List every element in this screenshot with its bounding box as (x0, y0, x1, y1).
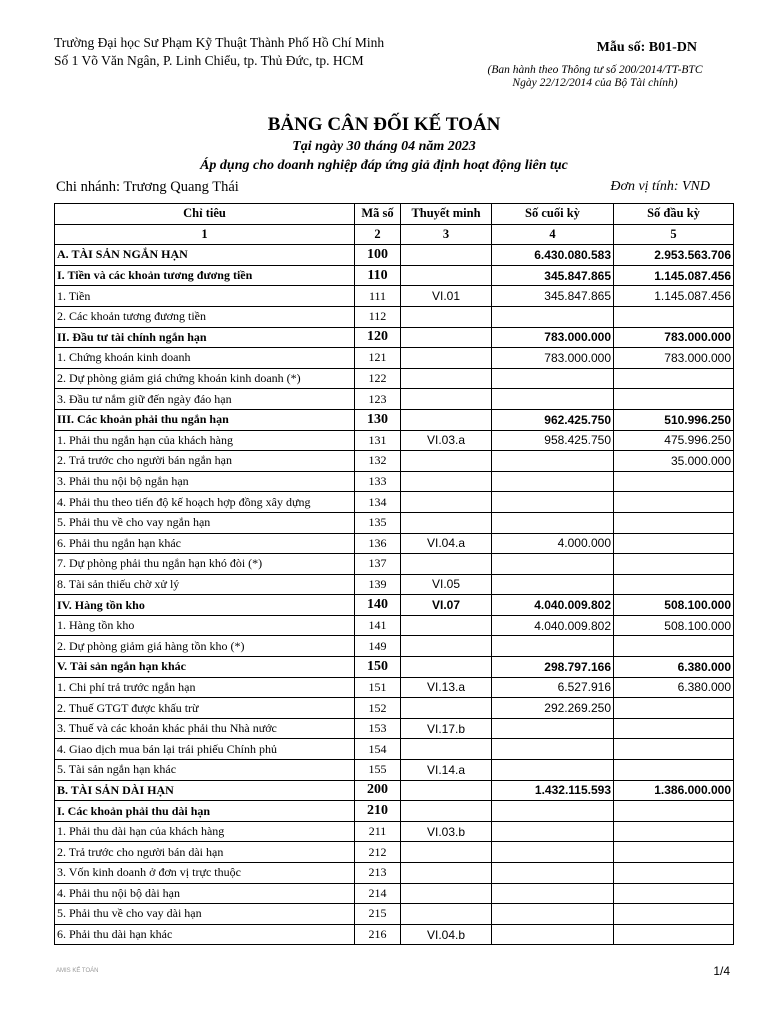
row-name-cell: 1. Chứng khoán kinh doanh (55, 348, 355, 369)
table-row (55, 492, 734, 513)
row-note-cell (401, 739, 492, 760)
row-name-cell: I. Tiền và các khoản tương đương tiền (55, 265, 355, 286)
row-note-cell (401, 842, 492, 863)
row-end-value-cell (492, 306, 614, 327)
table-row (55, 574, 734, 595)
row-begin-value-cell (614, 636, 734, 657)
table-row (55, 924, 734, 945)
row-end-value-cell (492, 924, 614, 945)
table-row (55, 245, 734, 266)
row-begin-value-cell (614, 863, 734, 884)
row-name-cell: 1. Tiền (55, 286, 355, 307)
row-code-cell: 210 (355, 801, 401, 822)
document-title: BẢNG CÂN ĐỐI KẾ TOÁN (267, 114, 501, 135)
row-name-cell: I. Các khoản phải thu dài hạn (55, 801, 355, 822)
row-begin-value-cell (614, 471, 734, 492)
row-begin-value-cell (614, 574, 734, 595)
row-end-value-cell (492, 492, 614, 513)
table-row (55, 327, 734, 348)
row-note-cell (401, 883, 492, 904)
row-note-cell (401, 780, 492, 801)
row-note-cell (401, 554, 492, 575)
table-row (55, 533, 734, 554)
row-code-cell: 110 (355, 265, 401, 286)
row-name-cell: 5. Phải thu về cho vay ngắn hạn (55, 512, 355, 533)
row-code-cell: 137 (355, 554, 401, 575)
row-note-cell (401, 863, 492, 884)
row-name-cell: IV. Hàng tồn kho (55, 595, 355, 616)
row-code-cell: 140 (355, 595, 401, 616)
row-begin-value-cell (614, 842, 734, 863)
row-note-cell: VI.07 (401, 595, 492, 616)
table-row (55, 615, 734, 636)
row-end-value-cell (492, 904, 614, 925)
row-begin-value-cell (614, 698, 734, 719)
row-code-cell: 141 (355, 615, 401, 636)
table-row (55, 739, 734, 760)
row-name-cell: B. TÀI SẢN DÀI HẠN (55, 780, 355, 801)
row-name-cell: A. TÀI SẢN NGẮN HẠN (55, 245, 355, 266)
form-basis (470, 64, 720, 90)
row-begin-value-cell: 1.145.087.456 (614, 286, 734, 307)
row-code-cell: 216 (355, 924, 401, 945)
row-name-cell: 2. Thuế GTGT được khấu trừ (55, 698, 355, 719)
table-row (55, 368, 734, 389)
row-begin-value-cell (614, 533, 734, 554)
form-basis-line1: (Ban hành theo Thông tư số 200/2014/TT-BTC (487, 64, 703, 76)
row-name-cell: 3. Thuế và các khoản khác phải thu Nhà nước (55, 718, 355, 739)
row-code-cell: 149 (355, 636, 401, 657)
row-name-cell: 3. Đầu tư nắm giữ đến ngày đáo hạn (55, 389, 355, 410)
row-code-cell: 134 (355, 492, 401, 513)
row-note-cell: VI.13.a (401, 677, 492, 698)
row-name-cell: 2. Dự phòng giảm giá chứng khoán kinh doanh (*) (55, 368, 355, 389)
row-note-cell: VI.05 (401, 574, 492, 595)
row-code-cell: 131 (355, 430, 401, 451)
row-code-cell: 211 (355, 821, 401, 842)
row-name-cell: V. Tài sản ngắn hạn khác (55, 657, 355, 678)
row-end-value-cell (492, 368, 614, 389)
row-begin-value-cell (614, 554, 734, 575)
row-end-value-cell (492, 554, 614, 575)
row-code-cell: 122 (355, 368, 401, 389)
row-begin-value-cell: 475.996.250 (614, 430, 734, 451)
row-begin-value-cell (614, 492, 734, 513)
row-note-cell: VI.14.a (401, 760, 492, 781)
row-begin-value-cell (614, 904, 734, 925)
row-begin-value-cell: 508.100.000 (614, 615, 734, 636)
table-row (55, 760, 734, 781)
row-name-cell: 1. Phải thu dài hạn của khách hàng (55, 821, 355, 842)
row-end-value-cell: 4.000.000 (492, 533, 614, 554)
row-note-cell (401, 636, 492, 657)
row-code-cell: 130 (355, 409, 401, 430)
row-end-value-cell (492, 739, 614, 760)
row-code-cell: 139 (355, 574, 401, 595)
row-name-cell: 2. Dự phòng giảm giá hàng tồn kho (*) (55, 636, 355, 657)
row-code-cell: 112 (355, 306, 401, 327)
row-name-cell: 1. Chi phí trả trước ngắn hạn (55, 677, 355, 698)
table-row (55, 842, 734, 863)
table-row (55, 698, 734, 719)
form-basis-line2: Ngày 22/12/2014 của Bộ Tài chính) (512, 77, 678, 89)
row-end-value-cell: 783.000.000 (492, 348, 614, 369)
row-name-cell: 5. Tài sản ngắn hạn khác (55, 760, 355, 781)
balance-sheet-table (54, 203, 734, 945)
row-end-value-cell: 6.527.916 (492, 677, 614, 698)
row-end-value-cell (492, 801, 614, 822)
row-code-cell: 151 (355, 677, 401, 698)
row-begin-value-cell (614, 924, 734, 945)
row-end-value-cell (492, 636, 614, 657)
row-end-value-cell: 958.425.750 (492, 430, 614, 451)
row-end-value-cell: 292.269.250 (492, 698, 614, 719)
footer-watermark: AMIS KẾ TOÁN (56, 968, 99, 974)
row-note-cell (401, 389, 492, 410)
header-cell: Chỉ tiêu (55, 204, 355, 225)
row-name-cell: 3. Phải thu nội bộ ngắn hạn (55, 471, 355, 492)
row-note-cell (401, 471, 492, 492)
row-end-value-cell (492, 389, 614, 410)
row-begin-value-cell: 6.380.000 (614, 677, 734, 698)
row-code-cell: 136 (355, 533, 401, 554)
row-code-cell: 133 (355, 471, 401, 492)
currency-unit: Đơn vị tính: VND (610, 179, 710, 194)
row-note-cell: VI.17.b (401, 718, 492, 739)
table-row (55, 451, 734, 472)
row-name-cell: 6. Phải thu dài hạn khác (55, 924, 355, 945)
table-row (55, 636, 734, 657)
row-end-value-cell (492, 821, 614, 842)
page-number: 1/4 (713, 964, 730, 978)
row-begin-value-cell: 2.953.563.706 (614, 245, 734, 266)
row-code-cell: 200 (355, 780, 401, 801)
row-note-cell (401, 348, 492, 369)
row-note-cell: VI.04.a (401, 533, 492, 554)
table-row (55, 286, 734, 307)
table-row (55, 554, 734, 575)
row-end-value-cell (492, 883, 614, 904)
row-begin-value-cell: 783.000.000 (614, 327, 734, 348)
report-scope: Áp dụng cho doanh nghiệp đáp ứng giả định hoạt động liên tục (200, 158, 568, 173)
row-code-cell: 100 (355, 245, 401, 266)
row-end-value-cell (492, 512, 614, 533)
branch-name: Chi nhánh: Trương Quang Thái (56, 179, 239, 195)
row-code-cell: 213 (355, 863, 401, 884)
row-note-cell (401, 306, 492, 327)
row-begin-value-cell (614, 512, 734, 533)
row-name-cell: 2. Các khoản tương đương tiền (55, 306, 355, 327)
row-note-cell (401, 451, 492, 472)
row-name-cell: II. Đầu tư tài chính ngắn hạn (55, 327, 355, 348)
row-end-value-cell: 6.430.080.583 (492, 245, 614, 266)
table-row (55, 348, 734, 369)
index-cell: 5 (614, 224, 734, 245)
row-name-cell: 2. Trả trước cho người bán ngắn hạn (55, 451, 355, 472)
table-row (55, 904, 734, 925)
school-header (54, 34, 384, 70)
row-begin-value-cell (614, 389, 734, 410)
row-note-cell (401, 904, 492, 925)
row-end-value-cell: 4.040.009.802 (492, 595, 614, 616)
school-name: Trường Đại học Sư Phạm Kỹ Thuật Thành Phố Hồ Chí Minh (54, 35, 385, 50)
row-code-cell: 132 (355, 451, 401, 472)
row-note-cell (401, 657, 492, 678)
row-note-cell (401, 801, 492, 822)
row-note-cell: VI.01 (401, 286, 492, 307)
row-end-value-cell (492, 760, 614, 781)
row-end-value-cell: 345.847.865 (492, 265, 614, 286)
row-name-cell: 5. Phải thu về cho vay dài hạn (55, 904, 355, 925)
row-code-cell: 155 (355, 760, 401, 781)
row-note-cell (401, 245, 492, 266)
row-code-cell: 120 (355, 327, 401, 348)
table-row (55, 430, 734, 451)
row-begin-value-cell: 1.386.000.000 (614, 780, 734, 801)
table-header-row (55, 204, 734, 225)
row-name-cell: 3. Vốn kinh doanh ở đơn vị trực thuộc (55, 863, 355, 884)
table-row (55, 409, 734, 430)
table-row (55, 883, 734, 904)
row-note-cell (401, 512, 492, 533)
row-name-cell: 4. Phải thu nội bộ dài hạn (55, 883, 355, 904)
row-end-value-cell: 345.847.865 (492, 286, 614, 307)
row-end-value-cell (492, 842, 614, 863)
row-end-value-cell: 962.425.750 (492, 409, 614, 430)
row-name-cell: 1. Phải thu ngắn hạn của khách hàng (55, 430, 355, 451)
row-note-cell (401, 327, 492, 348)
table-row (55, 471, 734, 492)
table-row (55, 821, 734, 842)
row-name-cell: 8. Tài sản thiếu chờ xử lý (55, 574, 355, 595)
row-note-cell (401, 265, 492, 286)
report-date: Tại ngày 30 tháng 04 năm 2023 (292, 139, 476, 154)
header-cell: Số cuối kỳ (492, 204, 614, 225)
table-row (55, 306, 734, 327)
row-begin-value-cell: 510.996.250 (614, 409, 734, 430)
row-begin-value-cell (614, 718, 734, 739)
row-name-cell: 6. Phải thu ngắn hạn khác (55, 533, 355, 554)
header-cell: Số đầu kỳ (614, 204, 734, 225)
row-note-cell (401, 698, 492, 719)
header-cell: Thuyết minh (401, 204, 492, 225)
index-cell: 1 (55, 224, 355, 245)
row-code-cell: 154 (355, 739, 401, 760)
row-note-cell (401, 615, 492, 636)
row-note-cell: VI.03.b (401, 821, 492, 842)
row-begin-value-cell (614, 821, 734, 842)
row-name-cell: 2. Trả trước cho người bán dài hạn (55, 842, 355, 863)
row-begin-value-cell: 1.145.087.456 (614, 265, 734, 286)
row-begin-value-cell: 6.380.000 (614, 657, 734, 678)
row-end-value-cell (492, 718, 614, 739)
table-row (55, 512, 734, 533)
row-note-cell (401, 368, 492, 389)
row-begin-value-cell (614, 739, 734, 760)
row-name-cell: 4. Phải thu theo tiến độ kế hoạch hợp đồng xây dựng (55, 492, 355, 513)
row-begin-value-cell (614, 368, 734, 389)
row-begin-value-cell (614, 883, 734, 904)
row-code-cell: 152 (355, 698, 401, 719)
row-end-value-cell: 4.040.009.802 (492, 615, 614, 636)
table-row (55, 265, 734, 286)
row-code-cell: 150 (355, 657, 401, 678)
row-begin-value-cell (614, 760, 734, 781)
table-row (55, 677, 734, 698)
row-end-value-cell: 1.432.115.593 (492, 780, 614, 801)
table-row (55, 595, 734, 616)
row-end-value-cell (492, 471, 614, 492)
index-cell: 2 (355, 224, 401, 245)
row-begin-value-cell (614, 306, 734, 327)
row-code-cell: 215 (355, 904, 401, 925)
table-row (55, 801, 734, 822)
form-code: Mẫu số: B01-DN (596, 40, 697, 55)
header-cell: Mã số (355, 204, 401, 225)
row-note-cell (401, 409, 492, 430)
row-begin-value-cell: 508.100.000 (614, 595, 734, 616)
row-end-value-cell (492, 574, 614, 595)
row-code-cell: 121 (355, 348, 401, 369)
table-row (55, 863, 734, 884)
row-end-value-cell: 783.000.000 (492, 327, 614, 348)
table-row (55, 718, 734, 739)
row-code-cell: 123 (355, 389, 401, 410)
row-note-cell: VI.04.b (401, 924, 492, 945)
row-code-cell: 111 (355, 286, 401, 307)
row-name-cell: 1. Hàng tồn kho (55, 615, 355, 636)
row-code-cell: 135 (355, 512, 401, 533)
index-cell: 3 (401, 224, 492, 245)
table-row (55, 780, 734, 801)
row-end-value-cell (492, 863, 614, 884)
row-begin-value-cell: 783.000.000 (614, 348, 734, 369)
row-name-cell: 4. Giao dịch mua bán lại trái phiếu Chính phủ (55, 739, 355, 760)
table-row (55, 657, 734, 678)
row-name-cell: 7. Dự phòng phải thu ngắn hạn khó đòi (*) (55, 554, 355, 575)
row-begin-value-cell (614, 801, 734, 822)
row-note-cell: VI.03.a (401, 430, 492, 451)
row-note-cell (401, 492, 492, 513)
table-index-row (55, 224, 734, 245)
index-cell: 4 (492, 224, 614, 245)
row-code-cell: 153 (355, 718, 401, 739)
row-end-value-cell: 298.797.166 (492, 657, 614, 678)
row-end-value-cell (492, 451, 614, 472)
row-begin-value-cell: 35.000.000 (614, 451, 734, 472)
row-code-cell: 214 (355, 883, 401, 904)
row-code-cell: 212 (355, 842, 401, 863)
school-address: Số 1 Võ Văn Ngân, P. Linh Chiểu, tp. Thủ Đức, tp. HCM (54, 53, 364, 68)
row-name-cell: III. Các khoản phải thu ngắn hạn (55, 409, 355, 430)
table-row (55, 389, 734, 410)
